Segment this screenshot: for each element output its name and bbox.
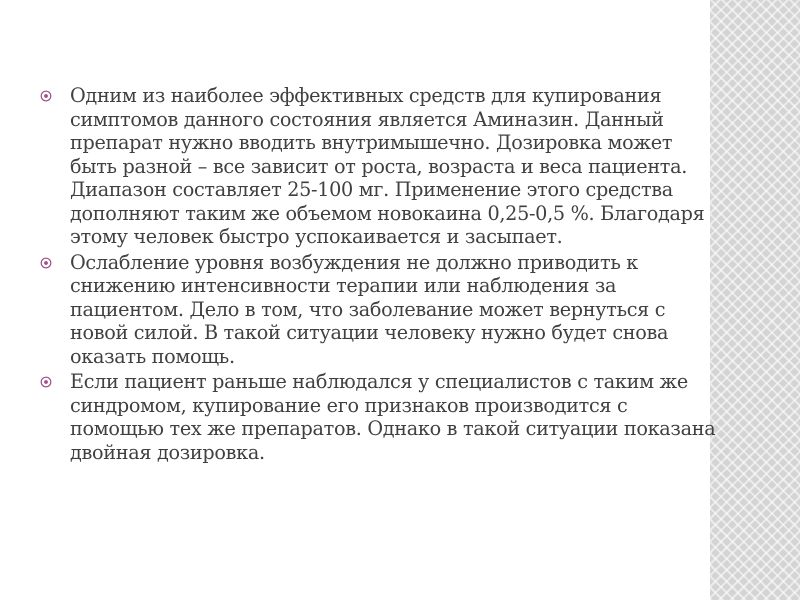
list-item — [40, 84, 716, 249]
list-item — [40, 370, 716, 464]
bullet-list — [40, 84, 716, 466]
list-item — [40, 251, 716, 369]
circle-target-icon — [40, 90, 52, 102]
bullet-text: Если пациент раньше наблюдался у специалистов с таким же синдромом, купирование его признаков производится с помощью тех же препаратов. Однако в такой ситуации показана двойная дозировка. — [70, 370, 716, 464]
circle-target-icon — [40, 257, 52, 269]
bullet-text: Одним из наиболее эффективных средств для купирования симптомов данного состояния является Аминазин. Данный препарат нужно вводить внутримышечно. Дозировка может быть разной – все зависит от роста, возраста и веса пациента. Диапазон составляет 25-100 мг. Применение этого средства дополняют таким же объемом новокаина 0,25-0,5 %. Благодаря этому человек быстро успокаивается и засыпает. — [70, 84, 705, 248]
decorative-side-strip — [710, 0, 800, 600]
bullet-text: Ослабление уровня возбуждения не должно приводить к снижению интенсивности терапии или наблюдения за пациентом. Дело в том, что заболевание может вернуться с новой силой. В такой ситуации человеку нужно будет снова оказать помощь. — [70, 250, 669, 368]
circle-target-icon — [40, 376, 52, 388]
